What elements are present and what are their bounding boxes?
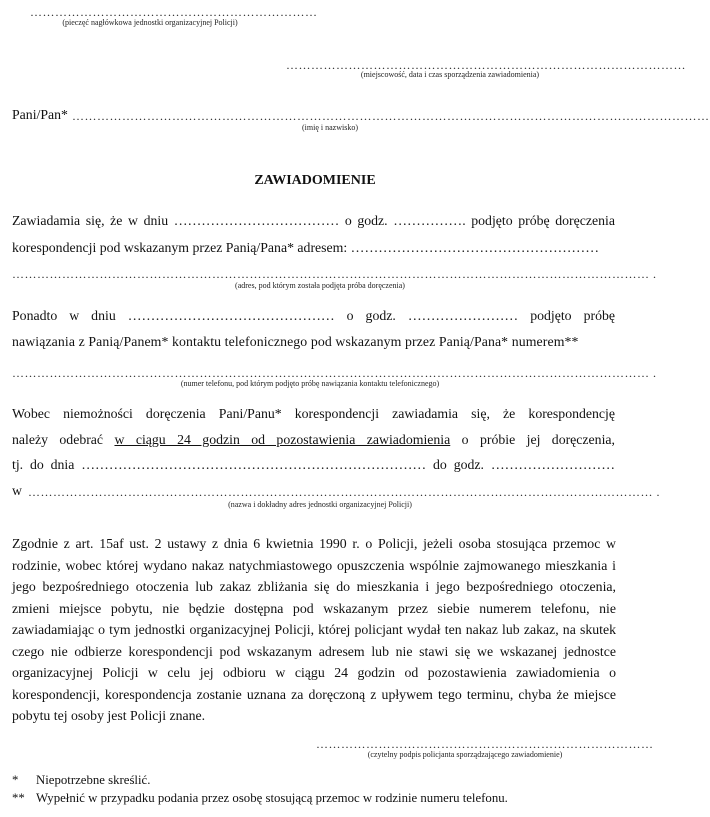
signature-caption: (czytelny podpis policjanta sporządzającego zawiadomienie) [367,750,563,759]
legal-basis-paragraph: Zgodnie z art. 15af ust. 2 ustawy z dnia 6 kwietnia 1990 r. o Policji, jeżeli osoba stosująca przemoc w rodzinie, wobec której wydano nakaz natychmiastowego opuszczenia wspólnie zajmowanego mieszkania i jego bezpośredniego otoczenia lub zakaz zbliżania się do mieszkania i jego bezpośredniego otoczenia, zmieni miejsce pobytu, nie będzie dostępna pod wskazanym przez siebie numerem telefonu, nie zawiadamiając o tym jednostki organizacyjnej Policji, której policjant wydał ten nakaz lub zakaz, na skutek czego nie odbierze korespondencji pod wskazanym adresem lub nie stawi się we wskazanej jednostce organizacyjnej Policji w celu jej odbioru w ciągu 24 godzin od pozostawienia zawiadomienia o korespondencji, korespondencja zostanie uznana za doręczoną z upływem tego terminu, chyba że miejsce pobytu tej osoby jest Policji znane. [12,536,616,723]
unit-prefix: w [12,483,22,498]
place-date-dotted-line: …………………………………………………………………………………… [286,58,686,72]
address-dotted-line: ……………………………………………………………………………………………………………………………………… . [12,267,657,281]
pickup-notice-line-2 [12,429,615,451]
stamp-dotted-line: …………………………………………………………… [30,5,318,19]
footnote-1-mark: * [12,773,19,787]
place-date-caption: (miejscowość, data i czas sporządzenia zawiadomienia) [360,70,540,79]
document-title: ZAWIADOMIENIE [254,173,376,188]
footnote-1-text: Niepotrzebne skreślić. [36,773,151,787]
pickup-notice-end: o próbie jej doręczenia, [461,432,615,447]
pickup-deadline-line: tj. do dnia ………………………………………………………………… do godz. ……………………… [12,457,615,472]
address-caption: (adres, pod którym została podjęta próba doręczenia) [235,281,405,290]
phone-dotted-line: ……………………………………………………………………………………………………………………………………… . [12,366,657,380]
phone-attempt-line-1: Ponadto w dniu ……………………………………… o godz. …………………… podjęto próbę [12,308,615,323]
addressee-label: Pani/Pan* [12,107,68,122]
delivery-attempt-line-1: Zawiadamia się, że w dniu ……………………………… o godz. ……………. podjęto próbę doręczenia [12,213,615,228]
delivery-attempt-line-2: korespondencji pod wskazanym przez Panią/Pana* adresem: ……………………………………………… [12,240,600,255]
name-caption: (imię i nazwisko) [302,123,358,132]
footnote-2 [12,789,508,807]
footnote-1 [12,771,150,789]
pickup-notice-line-1: Wobec niemożności doręczenia Pani/Panu* korespondencji zawiadamia się, że korespondencję [12,406,615,421]
unit-caption: (nazwa i dokładny adres jednostki organizacyjnej Policji) [228,500,412,509]
phone-caption: (numer telefonu, pod którym podjęto próbę nawiązania kontaktu telefonicznego) [180,379,440,388]
addressee-dotted-line: ……………………………………………………………………………………………………………………………………… [72,109,710,123]
unit-dotted-line: …………………………………………………………………………………………………………………………………… . [28,485,660,499]
stamp-caption: (pieczęć nagłówkowa jednostki organizacyjnej Policji) [62,18,238,27]
pickup-deadline-underlined: w ciągu 24 godzin od pozostawienia zawiadomienia [114,432,451,447]
pickup-notice-start: należy odebrać [12,432,104,447]
phone-attempt-line-2: nawiązania z Panią/Panem* kontaktu telefonicznego pod wskazanym przez Panią/Pana* numerem** [12,334,579,349]
footnote-2-text: Wypełnić w przypadku podania przez osobę stosującą przemoc w rodzinie numeru telefonu. [36,791,508,805]
signature-dotted-line: ……………………………………………………………………… [316,737,654,751]
footnote-2-mark: ** [12,791,25,805]
